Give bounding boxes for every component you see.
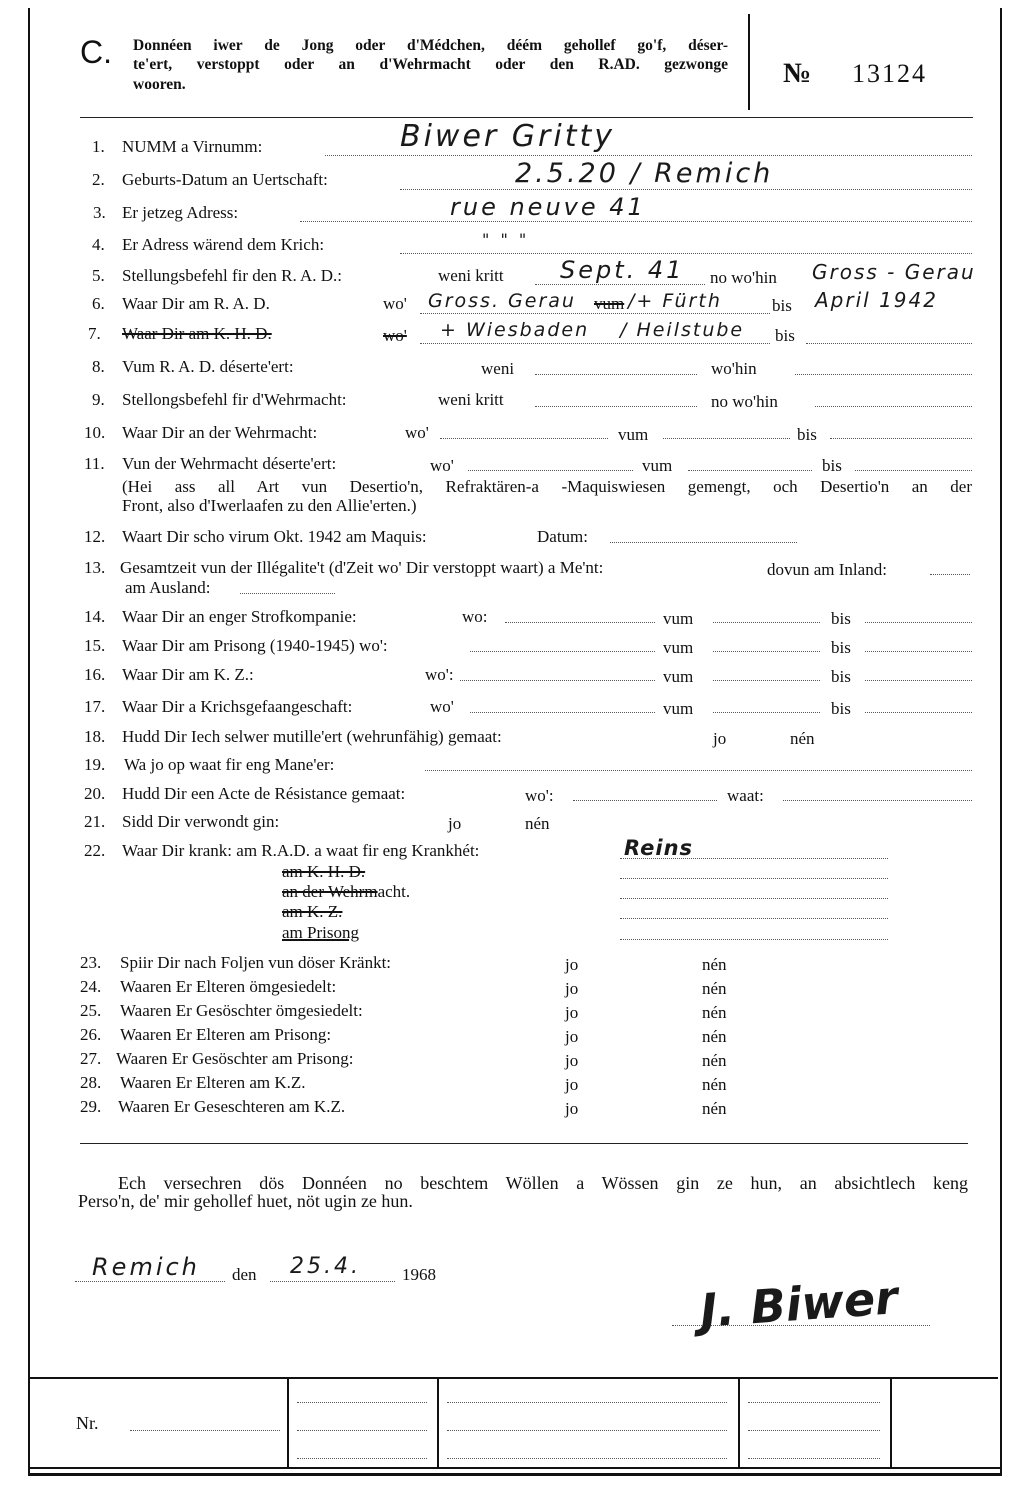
row-label-parents-kz: Waaren Er Elteren am K.Z.	[120, 1073, 306, 1092]
rad-order-where-value: Gross - Gerau	[812, 260, 976, 284]
bottom-border	[28, 1473, 1002, 1476]
row-number: 23.	[80, 953, 102, 972]
row-number: 2.	[92, 170, 105, 189]
prison-from-field[interactable]	[713, 651, 820, 652]
from-label: vum	[618, 425, 649, 444]
row-label-parents-resettled: Waaren Er Elteren ömgesiedelt:	[120, 977, 337, 996]
where-label: wo':	[525, 786, 554, 805]
date-value: 25.4.	[290, 1254, 361, 1279]
row-number: 18.	[84, 727, 106, 746]
option-no[interactable]: nén	[790, 729, 815, 748]
option-yes[interactable]: jo	[565, 1075, 579, 1094]
khd-until-field[interactable]	[806, 343, 972, 344]
option-no[interactable]: nén	[702, 1027, 727, 1046]
rad-order-when-value: Sept. 41	[560, 256, 685, 284]
rad-desert-when-field[interactable]	[535, 374, 697, 375]
row-number: 17.	[84, 697, 106, 716]
footer-cell-divider	[437, 1377, 439, 1467]
until-label: bis	[772, 296, 792, 315]
footer-field[interactable]	[748, 1458, 880, 1459]
row-number: 25.	[80, 1001, 102, 1020]
row-label-war-address: Er Adress wärend dem Krich:	[122, 235, 325, 254]
kz-until-field[interactable]	[865, 680, 972, 681]
row-number: 8.	[92, 357, 105, 376]
option-no[interactable]: nén	[702, 1051, 727, 1070]
birth-value: 2.5.20 / Remich	[515, 158, 774, 189]
row-label-illness: Waar Dir krank: am R.A.D. a waat fir eng Krankhét:	[122, 841, 480, 860]
row-label-consequences: Spiir Dir nach Foljen vun döser Kränkt:	[120, 953, 392, 972]
from-label: vum	[663, 699, 694, 718]
header-title-line: te'ert, verstoppt oder an d'Wehrmacht oder den R.AD. gezwonge	[133, 56, 728, 73]
row-number: 28.	[80, 1073, 102, 1092]
illness-sub-wehrmacht: an der Wehrm	[282, 882, 378, 901]
desertion-note: (Hei ass all Art vun Desertio'n, Refraktären-a -Maquiswiesen gemengt, och Desertio'n an der	[122, 477, 972, 496]
where-label: wo'	[430, 697, 454, 716]
row-number: 21.	[84, 812, 106, 831]
option-no[interactable]: nén	[702, 1003, 727, 1022]
row-number: 7.	[88, 324, 101, 343]
row-label-mutilation: Hudd Dir Iech selwer mutille'ert (wehrunfähig) gemaat:	[122, 727, 502, 746]
footer-cell-divider	[287, 1377, 289, 1467]
option-no[interactable]: nén	[702, 1075, 727, 1094]
resistance-where-field[interactable]	[573, 800, 717, 801]
until-label: bis	[831, 699, 851, 718]
row-number: 1.	[92, 137, 105, 156]
option-yes[interactable]: jo	[565, 979, 579, 998]
name-field[interactable]	[325, 155, 972, 156]
header-title-line: wooren.	[133, 76, 186, 93]
right-border	[1000, 8, 1002, 1475]
until-label: bis	[831, 609, 851, 628]
desert-from-field[interactable]	[688, 470, 812, 471]
footer-field[interactable]	[447, 1458, 727, 1459]
rad-desert-where-field[interactable]	[795, 374, 972, 375]
until-label: bis	[775, 326, 795, 345]
section-divider	[80, 1143, 968, 1144]
number-sign: №	[783, 58, 812, 89]
nr-field[interactable]	[130, 1430, 280, 1431]
illness-sub-kz: am K. Z.	[282, 902, 343, 921]
manner-field[interactable]	[425, 770, 972, 771]
year-label: 1968	[402, 1265, 436, 1284]
row-label-prison: Waar Dir am Prisong (1940-1945) wo':	[122, 636, 388, 655]
option-yes[interactable]: jo	[565, 1003, 579, 1022]
row-label-rad: Waar Dir am R. A. D.	[122, 294, 270, 313]
rad-order-when-field[interactable]	[535, 284, 705, 285]
row-label-wehrmacht-order: Stellongsbefehl fir d'Wehrmacht:	[122, 390, 347, 409]
prison-where-field[interactable]	[470, 651, 655, 652]
what-label: waat:	[727, 786, 764, 805]
abroad-field[interactable]	[240, 593, 335, 594]
date-field[interactable]	[270, 1281, 395, 1282]
name-value: Biwer Gritty	[400, 119, 615, 154]
row-number: 20.	[84, 784, 106, 803]
row-number: 24.	[80, 977, 102, 996]
khd-where-value: + Wiesbaden	[440, 319, 590, 341]
den-label: den	[232, 1265, 257, 1284]
address-field[interactable]	[300, 221, 972, 222]
row-number: 4.	[92, 235, 105, 254]
option-no[interactable]: nén	[525, 814, 550, 833]
row-label-siblings-resettled: Waaren Er Gesöschter ömgesiedelt:	[120, 1001, 363, 1020]
form-number: 13124	[852, 59, 927, 88]
row-label-siblings-prison: Waaren Er Gesöschter am Prisong:	[116, 1049, 354, 1068]
bottom-border	[28, 1467, 1002, 1469]
from-label: vum	[663, 667, 694, 686]
row-label-resistance: Hudd Dir een Acte de Résistance gemaat:	[122, 784, 406, 803]
inland-field[interactable]	[930, 574, 970, 575]
desertion-note: Front, also d'Iwerlaafen zu den Allie'erten.)	[122, 496, 417, 515]
kz-from-field[interactable]	[713, 680, 820, 681]
pow-from-field[interactable]	[713, 712, 820, 713]
prison-until-field[interactable]	[865, 651, 972, 652]
signature: J. Biwer	[698, 1270, 900, 1338]
until-label: bis	[831, 667, 851, 686]
footer-field[interactable]	[297, 1402, 427, 1403]
row-number: 6.	[92, 294, 105, 313]
illness-kz-field[interactable]	[620, 918, 888, 919]
wehrmacht-order-where-field[interactable]	[815, 406, 972, 407]
option-yes[interactable]: jo	[565, 1027, 579, 1046]
declaration-text: Ech versechren dös Donnéen no beschtem Wöllen a Wössen gin ze hun, an absichtlech keng	[118, 1173, 968, 1193]
from-label: vum	[642, 456, 673, 475]
desert-where-field[interactable]	[468, 470, 633, 471]
rad-where2-value: /+ Fürth	[628, 290, 722, 312]
row-number: 22.	[84, 841, 106, 860]
row-label-illegality: Gesamtzeit vun der Illégalite't (d'Zeit wo' Dir verstoppt waart) a Me'nt:	[120, 558, 604, 577]
when-label: weni kritt	[438, 266, 504, 285]
row-number: 5.	[92, 266, 105, 285]
illness-sub-wehrmacht-rest: acht.	[377, 882, 411, 901]
place-value: Remich	[92, 1253, 200, 1281]
until-label: bis	[797, 425, 817, 444]
left-border	[28, 8, 30, 1475]
date-label: Datum:	[537, 527, 588, 546]
row-number: 16.	[84, 665, 106, 684]
kz-where-field[interactable]	[460, 680, 655, 681]
illness-wehrmacht-field[interactable]	[620, 898, 888, 899]
row-label-kz: Waar Dir am K. Z.:	[122, 665, 254, 684]
from-label-struck: vum	[594, 294, 625, 313]
maquis-date-field[interactable]	[610, 542, 797, 543]
footer-cell-divider	[738, 1377, 740, 1467]
option-yes[interactable]: jo	[565, 955, 579, 974]
row-number: 12.	[84, 527, 106, 546]
penal-where-field[interactable]	[505, 622, 655, 623]
where-label: wo'	[430, 456, 454, 475]
row-number: 26.	[80, 1025, 102, 1044]
rad-where-value: Gross. Gerau	[428, 290, 576, 312]
footer-field[interactable]	[297, 1458, 427, 1459]
row-number: 29.	[80, 1097, 102, 1116]
row-label-khd: Waar Dir am K. H. D.	[122, 324, 272, 343]
row-number: 19.	[84, 755, 106, 774]
row-label-wehrmacht: Waar Dir an der Wehrmacht:	[122, 423, 318, 442]
header-divider	[748, 14, 750, 110]
footer-field[interactable]	[447, 1430, 727, 1431]
place-field[interactable]	[75, 1281, 225, 1282]
wehrmacht-order-when-field[interactable]	[535, 406, 697, 407]
until-label: bis	[822, 456, 842, 475]
option-no[interactable]: nén	[702, 979, 727, 998]
row-label-maquis: Waart Dir scho virum Okt. 1942 am Maquis:	[122, 527, 427, 546]
option-yes[interactable]: jo	[713, 729, 727, 748]
option-yes[interactable]: jo	[448, 814, 462, 833]
when-label: weni	[481, 359, 515, 378]
row-number: 14.	[84, 607, 106, 626]
option-no[interactable]: nén	[702, 1099, 727, 1118]
where-label-struck: wo'	[383, 326, 407, 345]
pow-where-field[interactable]	[470, 712, 655, 713]
row-number: 9.	[92, 390, 105, 409]
row-number: 15.	[84, 636, 106, 655]
illness-sub-khd: am K. H. D.	[282, 862, 366, 881]
from-label: vum	[663, 609, 694, 628]
when-label: weni kritt	[438, 390, 504, 409]
option-yes[interactable]: jo	[565, 1051, 579, 1070]
option-no[interactable]: nén	[702, 955, 727, 974]
declaration-text: Perso'n, de' mir gehollef huet, nöt ugin ze hun.	[78, 1191, 413, 1211]
row-number: 10.	[84, 423, 106, 442]
illness-prison-field[interactable]	[620, 939, 888, 940]
footer-field[interactable]	[297, 1430, 427, 1431]
wehrmacht-where-field[interactable]	[440, 438, 608, 439]
footer-field[interactable]	[748, 1402, 880, 1403]
desert-until-field[interactable]	[855, 470, 972, 471]
where-label: wo'	[405, 423, 429, 442]
header-rule	[80, 117, 973, 118]
footer-field[interactable]	[748, 1430, 880, 1431]
row-label-rad-order: Stellungsbefehl fir den R. A. D.:	[122, 266, 343, 285]
row-number: 3.	[93, 203, 106, 222]
khd-where2-value: / Heilstube	[620, 319, 745, 341]
abroad-label: am Ausland:	[125, 578, 211, 597]
penal-from-field[interactable]	[713, 622, 820, 623]
illness-sub-prison: am Prisong	[282, 923, 359, 942]
where-label: wo'hin	[711, 359, 757, 378]
section-letter: C.	[80, 34, 112, 70]
footer-rule	[30, 1377, 998, 1379]
row-label-pow: Waar Dir a Krichsgefaangeschaft:	[122, 697, 353, 716]
footer-field[interactable]	[447, 1402, 727, 1403]
penal-until-field[interactable]	[865, 622, 972, 623]
where-label: no wo'hin	[710, 268, 777, 287]
wehrmacht-from-field[interactable]	[663, 438, 790, 439]
row-label-parents-prison: Waaren Er Elteren am Prisong:	[120, 1025, 332, 1044]
war-address-value: " " "	[482, 230, 530, 249]
row-number: 13.	[84, 558, 106, 577]
rad-until-value: April 1942	[815, 288, 938, 312]
footer-cell-divider	[890, 1377, 892, 1467]
illness-rad-value: Reins	[624, 836, 694, 860]
header-title-line: Donnéen iwer de Jong oder d'Médchen, déém gehollef go'f, déser-	[133, 37, 728, 54]
row-label-manner: Wa jo op waat fir eng Mane'er:	[124, 755, 335, 774]
inland-label: dovun am Inland:	[767, 560, 887, 579]
option-yes[interactable]: jo	[565, 1099, 579, 1118]
where-label: wo:	[462, 607, 488, 626]
where-label: wo'	[383, 294, 407, 313]
row-label-name: NUMM a Virnumm:	[122, 137, 263, 156]
resistance-what-field[interactable]	[783, 800, 972, 801]
row-label-siblings-kz: Waaren Er Geseschteren am K.Z.	[118, 1097, 346, 1116]
where-label: no wo'hin	[711, 392, 778, 411]
illness-khd-field[interactable]	[620, 878, 888, 879]
where-label: wo':	[425, 665, 454, 684]
row-label-address: Er jetzeg Adress:	[122, 203, 239, 222]
until-label: bis	[831, 638, 851, 657]
from-label: vum	[663, 638, 694, 657]
wehrmacht-until-field[interactable]	[830, 438, 972, 439]
row-label-wehrmacht-desert: Vun der Wehrmacht déserte'ert:	[122, 454, 337, 473]
row-label-wounded: Sidd Dir verwondt gin:	[122, 812, 280, 831]
nr-label: Nr.	[76, 1413, 99, 1433]
address-value: rue neuve 41	[450, 193, 646, 221]
row-number: 27.	[80, 1049, 102, 1068]
row-number: 11.	[84, 454, 105, 473]
row-label-rad-desert: Vum R. A. D. déserte'ert:	[122, 357, 294, 376]
row-label-penal-company: Waar Dir an enger Strofkompanie:	[122, 607, 357, 626]
pow-until-field[interactable]	[865, 712, 972, 713]
row-label-birth: Geburts-Datum an Uertschaft:	[122, 170, 328, 189]
